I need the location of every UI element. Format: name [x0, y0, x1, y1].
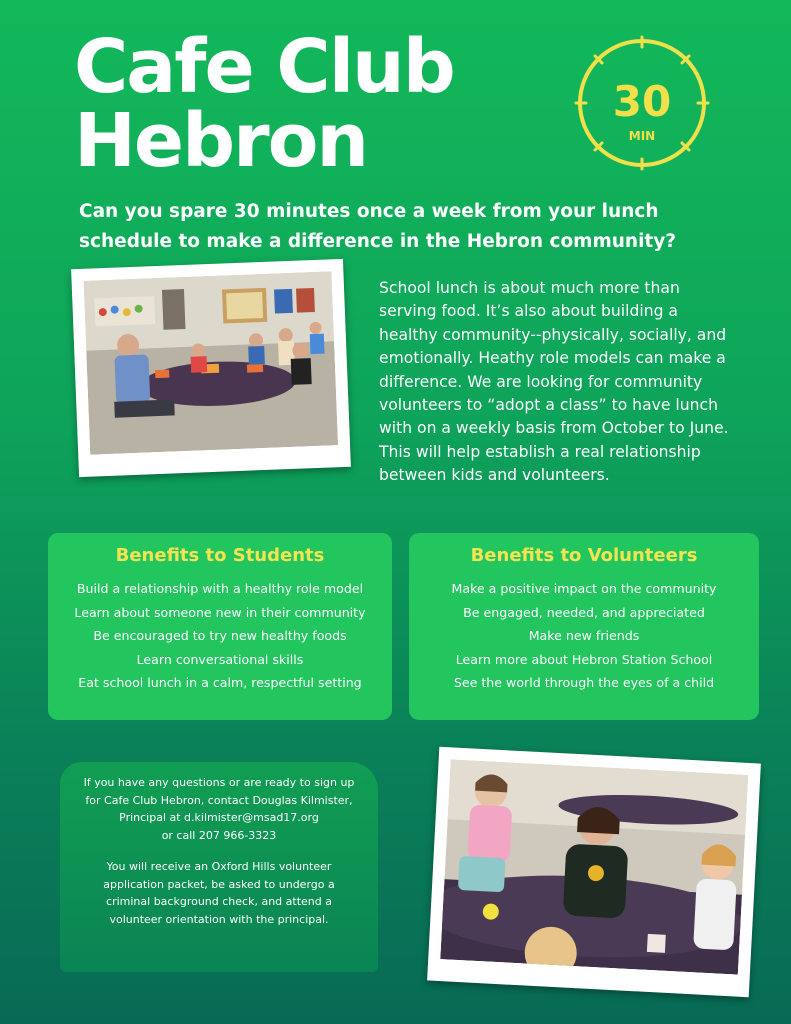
- benefits-students-list: [48, 577, 392, 695]
- contact-info-box: [60, 762, 378, 972]
- benefits-volunteers-heading: Benefits to Volunteers: [470, 545, 698, 566]
- volunteer-lunch-photo: [427, 747, 761, 998]
- list-item: Learn about someone new in their community: [74, 604, 366, 620]
- benefits-students-heading: Benefits to Students: [115, 545, 325, 566]
- list-item: Make a positive impact on the community: [451, 581, 717, 596]
- list-item: Learn conversational skills: [136, 651, 304, 667]
- description-paragraph: School lunch is about much more than serving food. It’s also about building a healthy community--physically, socially, and emotionally. Heathy role models can make a difference. We are looking for community volunteers to “adopt a class” to have lunch with on a weekly basis from October to June. This will help establish a real relationship between kids and volunteers.: [379, 279, 729, 485]
- benefits-volunteers-box: [409, 533, 759, 720]
- list-item: Learn more about Hebron Station School: [455, 651, 713, 667]
- stopwatch-icon: [571, 30, 713, 172]
- timer-number: 30: [612, 77, 672, 126]
- benefits-volunteers-list: [409, 577, 759, 695]
- list-item: Make new friends: [528, 628, 640, 643]
- page-title: [74, 24, 454, 184]
- timer-unit: MIN: [628, 129, 656, 143]
- requirements-paragraph: You will receive an Oxford Hills volunteer application packet, be asked to undergo a criminal background check, and attend a volunteer orientation with the principal.: [103, 860, 335, 926]
- list-item: Be engaged, needed, and appreciated: [463, 604, 705, 620]
- list-item: Be encouraged to try new healthy foods: [93, 628, 347, 643]
- contact-paragraph: If you have any questions or are ready to sign up for Cafe Club Hebron, contact Douglas Kilmister, Principal at d.kilmister@msad17.org or call 207 966-3323: [83, 776, 355, 842]
- title-line-2: Hebron: [74, 98, 368, 184]
- list-item: See the world through the eyes of a child: [453, 675, 715, 690]
- benefits-students-box: [48, 533, 392, 720]
- list-item: Eat school lunch in a calm, respectful setting: [78, 675, 362, 690]
- cafeteria-lunch-photo: [71, 259, 351, 477]
- title-line-1: Cafe Club: [74, 24, 454, 110]
- list-item: Build a relationship with a healthy role model: [76, 581, 364, 596]
- intro-question: Can you spare 30 minutes once a week from your lunch schedule to make a difference in the Hebron community?: [79, 201, 677, 252]
